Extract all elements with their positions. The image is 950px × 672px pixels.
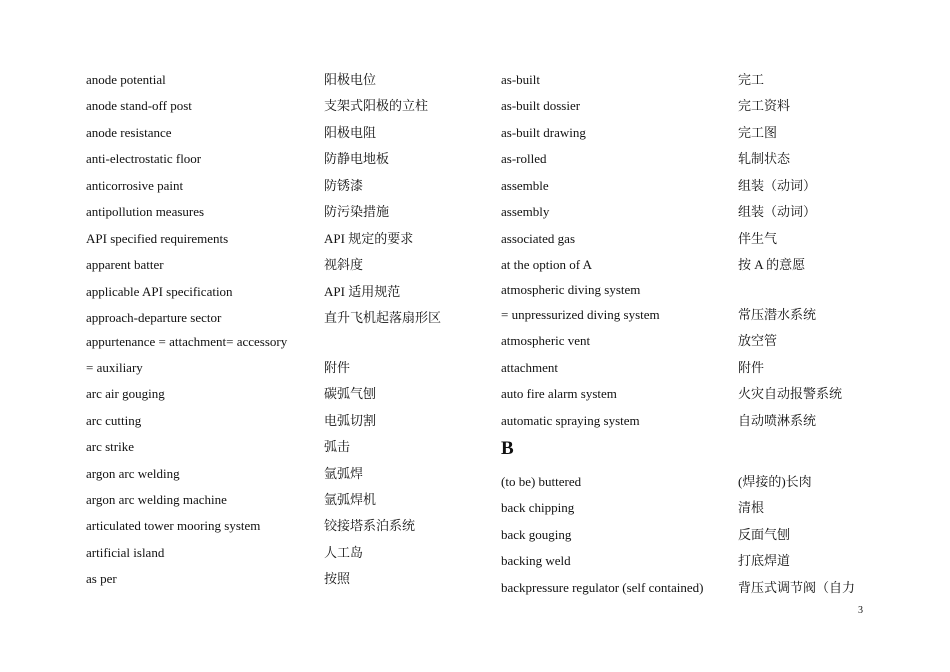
term-chinese: 完工资料 xyxy=(738,98,791,113)
term-chinese: 阳极电阻 xyxy=(324,125,377,140)
term-chinese: (焊接的)长肉 xyxy=(738,474,812,489)
term-chinese: 放空管 xyxy=(738,333,778,348)
term-english: arc strike xyxy=(86,439,135,454)
term-english: argon arc welding machine xyxy=(86,492,227,507)
term-english: assemble xyxy=(501,178,549,193)
term-english: backing weld xyxy=(501,553,571,568)
term-english: attachment xyxy=(501,360,559,375)
term-chinese: 视斜度 xyxy=(324,257,364,272)
term-chinese: 伴生气 xyxy=(738,231,778,246)
term-chinese: 自动喷淋系统 xyxy=(738,413,817,428)
term-chinese: 组装（动词） xyxy=(738,178,817,193)
term-chinese: 清根 xyxy=(738,500,765,515)
term-english: apparent batter xyxy=(86,257,164,272)
term-english: artificial island xyxy=(86,545,165,560)
term-chinese: 附件 xyxy=(738,360,765,375)
term-chinese: 阳极电位 xyxy=(324,72,377,87)
term-english: anticorrosive paint xyxy=(86,178,184,193)
section-heading: B xyxy=(501,438,514,459)
term-english: arc cutting xyxy=(86,413,142,428)
term-chinese: 铰接塔系泊系统 xyxy=(324,518,416,533)
term-english: = auxiliary xyxy=(86,360,143,375)
term-chinese: 直升飞机起落扇形区 xyxy=(324,310,442,325)
term-english: applicable API specification xyxy=(86,284,233,299)
term-english: anode potential xyxy=(86,72,166,87)
term-english: back chipping xyxy=(501,500,575,515)
term-english: = unpressurized diving system xyxy=(501,307,660,322)
term-chinese: 轧制状态 xyxy=(738,151,791,166)
term-chinese: 背压式调节阀（自力 xyxy=(738,580,856,595)
term-english: (to be) buttered xyxy=(501,474,582,489)
page-number: 3 xyxy=(858,605,863,616)
term-english: as per xyxy=(86,571,117,586)
term-english: atmospheric vent xyxy=(501,333,591,348)
term-english: associated gas xyxy=(501,231,576,246)
term-chinese: 打底焊道 xyxy=(738,553,791,568)
term-english: atmospheric diving system xyxy=(501,282,641,297)
term-english: as-built dossier xyxy=(501,98,581,113)
term-chinese: 防锈漆 xyxy=(324,178,364,193)
term-chinese: 完工 xyxy=(738,72,765,87)
term-chinese: 弧击 xyxy=(324,439,351,454)
term-english: auto fire alarm system xyxy=(501,386,617,401)
term-english: as-built xyxy=(501,72,540,87)
term-english: backpressure regulator (self contained) xyxy=(501,580,704,595)
term-english: API specified requirements xyxy=(86,231,229,246)
term-english: appurtenance = attachment= accessory xyxy=(86,334,288,349)
term-chinese: 支架式阳极的立柱 xyxy=(324,98,429,113)
term-chinese: 防污染措施 xyxy=(324,204,390,219)
term-chinese: 按照 xyxy=(324,571,351,586)
term-english: back gouging xyxy=(501,527,572,542)
term-english: assembly xyxy=(501,204,550,219)
term-chinese: API 适用规范 xyxy=(324,284,401,299)
term-english: anode stand-off post xyxy=(86,98,192,113)
term-english: as-rolled xyxy=(501,151,547,166)
term-english: anode resistance xyxy=(86,125,172,140)
term-chinese: API 规定的要求 xyxy=(324,231,414,246)
term-chinese: 碳弧气刨 xyxy=(324,386,377,401)
term-chinese: 组装（动词） xyxy=(738,204,817,219)
term-chinese: 火灾自动报警系统 xyxy=(738,386,843,401)
term-english: automatic spraying system xyxy=(501,413,640,428)
term-english: articulated tower mooring system xyxy=(86,518,261,533)
term-chinese: 电弧切割 xyxy=(324,413,377,428)
term-chinese: 防静电地板 xyxy=(324,151,390,166)
term-english: anti-electrostatic floor xyxy=(86,151,202,166)
term-chinese: 氩弧焊 xyxy=(324,466,364,481)
term-chinese: 附件 xyxy=(324,360,351,375)
term-chinese: 人工岛 xyxy=(324,545,364,560)
term-english: antipollution measures xyxy=(86,204,205,219)
term-english: as-built drawing xyxy=(501,125,586,140)
term-english: approach-departure sector xyxy=(86,310,222,325)
term-english: at the option of A xyxy=(501,257,592,272)
term-chinese: 完工图 xyxy=(738,125,778,140)
term-chinese: 反面气刨 xyxy=(738,527,791,542)
term-english: arc air gouging xyxy=(86,386,165,401)
term-chinese: 常压潜水系统 xyxy=(738,307,817,322)
term-chinese: 按 A 的意愿 xyxy=(738,257,806,272)
term-chinese: 氩弧焊机 xyxy=(324,492,377,507)
term-english: argon arc welding xyxy=(86,466,180,481)
